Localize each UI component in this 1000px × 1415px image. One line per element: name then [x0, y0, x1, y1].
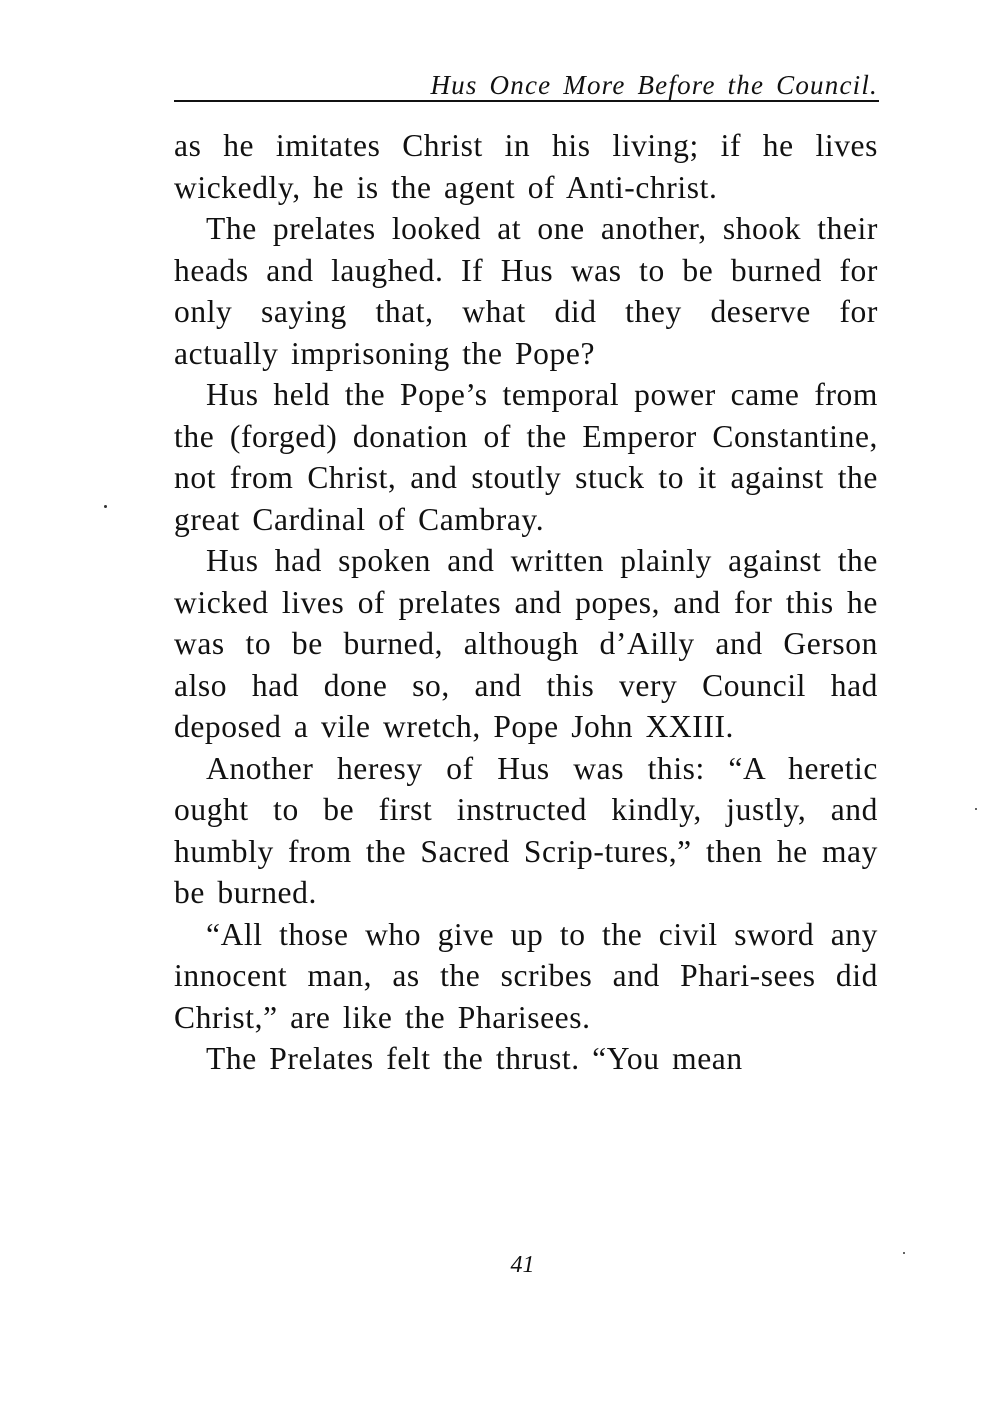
- header-rule: [174, 100, 879, 102]
- paragraph-1: as he imitates Christ in his living; if he lives wickedly, he is the agent of Anti-christ.: [174, 128, 878, 205]
- paragraph-4: Hus had spoken and written plainly against the wicked lives of prelates and popes, and for this he was to be burned, although d’Ailly and Gerson also had done so, and this very Council had deposed a vile wretch, Pope John XXIII.: [174, 543, 878, 744]
- ink-speck: [903, 1252, 905, 1254]
- paragraph-2: The prelates looked at one another, shook their heads and laughed. If Hus was to be burned for only saying that, what did they deserve for actually imprisoning the Pope?: [174, 211, 878, 371]
- paragraph-5: Another heresy of Hus was this: “A heretic ought to be first instructed kindly, justly, and humbly from the Sacred Scrip-tures,” then he may be burned.: [174, 750, 878, 910]
- paragraph-6: “All those who give up to the civil sword any innocent man, as the scribes and Phari-sees did Christ,” are like the Pharisees.: [174, 916, 878, 1035]
- page-body: [174, 125, 878, 1080]
- page-number: 41: [510, 1252, 535, 1278]
- running-head: Hus Once More Before the Council.: [430, 70, 878, 100]
- ink-speck: [975, 808, 977, 810]
- ink-speck: [104, 505, 107, 508]
- paragraph-7: The Prelates felt the thrust. “You mean: [206, 1041, 743, 1076]
- paragraph-3: Hus held the Pope’s temporal power came from the (forged) donation of the Emperor Constantine, not from Christ, and stoutly stuck to it against the great Cardinal of Cambray.: [174, 377, 878, 537]
